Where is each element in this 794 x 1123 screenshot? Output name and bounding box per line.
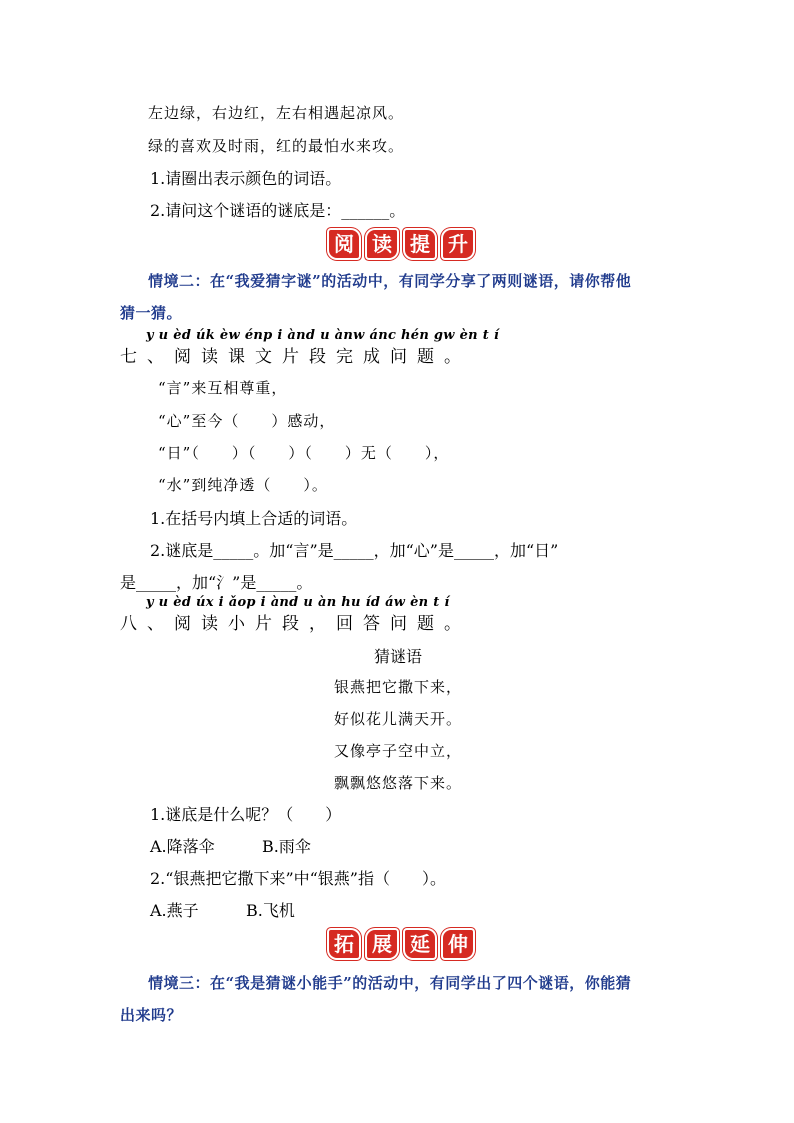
banner-char: 提 — [405, 230, 435, 258]
option-b-airplane: B.飞机 — [246, 901, 295, 920]
situation-3-line-1: 情境三：在“我是猜谜小能手”的活动中，有同学出了四个谜语，你能猜 — [148, 974, 632, 992]
section-8-pinyin: y u èd úx i ǎop i ànd u àn hu íd áw èn t í — [146, 595, 450, 610]
banner-reading-improve — [329, 230, 473, 258]
banner-char: 升 — [443, 230, 473, 258]
poem-title: 猜谜语 — [374, 647, 423, 666]
banner-char: 阅 — [329, 230, 359, 258]
option-b-umbrella: B.雨伞 — [262, 837, 311, 856]
banner-char: 读 — [367, 230, 397, 258]
section-7-pinyin: y u èd úk èw énp i ànd u ànw ánc hén gw èn t í — [146, 328, 500, 343]
banner-char: 伸 — [443, 930, 473, 958]
section-7-question-2b: 是_____，加“氵”是_____。 — [120, 573, 313, 592]
poem-line-1: 银燕把它撒下来， — [334, 678, 463, 696]
riddle-line-2: 绿的喜欢及时雨，红的最怕水来攻。 — [148, 137, 405, 155]
poem-line-3: 又像亭子空中立， — [334, 742, 463, 760]
situation-2-line-1: 情境二：在“我爱猜字谜”的活动中，有同学分享了两则谜语，请你帮他 — [148, 272, 632, 290]
poem-line-2: 好似花儿满天开。 — [334, 710, 463, 728]
section-8-title: 八、阅读小片段，回答问题。 — [120, 614, 471, 634]
section-7-line-3: “日”（ ）（ ）（ ）无（ ）， — [158, 444, 450, 462]
situation-2-line-2: 猜一猜。 — [120, 304, 183, 322]
section-7-line-1: “言”来互相尊重， — [158, 379, 288, 397]
section-8-question-2: 2.“银燕把它撒下来”中“银燕”指（ ）。 — [150, 869, 446, 888]
section-7-line-4: “水”到纯净透（ ）。 — [158, 476, 328, 494]
situation-3-line-2: 出来吗？ — [120, 1006, 183, 1024]
section-7-question-2a: 2.谜底是_____。加“言”是_____，加“心”是_____，加“日” — [150, 541, 559, 560]
section-7-line-2: “心”至今（ ）感动， — [158, 412, 336, 430]
poem-line-4: 飘飘悠悠落下来。 — [334, 774, 463, 792]
banner-extension — [329, 930, 473, 958]
section-8-question-1: 1.谜底是什么呢？（ ） — [150, 805, 342, 824]
option-a-swallow: A.燕子 — [150, 901, 199, 920]
option-a-parachute: A.降落伞 — [150, 837, 215, 856]
section-7-title: 七、阅读课文片段完成问题。 — [120, 347, 471, 367]
riddle-line-1: 左边绿，右边红，左右相遇起凉风。 — [148, 104, 405, 122]
riddle-question-2: 2.请问这个谜语的谜底是：______。 — [150, 201, 406, 220]
banner-char: 延 — [405, 930, 435, 958]
section-7-question-1: 1.在括号内填上合适的词语。 — [150, 509, 358, 528]
banner-char: 拓 — [329, 930, 359, 958]
banner-char: 展 — [367, 930, 397, 958]
riddle-question-1: 1.请圈出表示颜色的词语。 — [150, 169, 342, 188]
